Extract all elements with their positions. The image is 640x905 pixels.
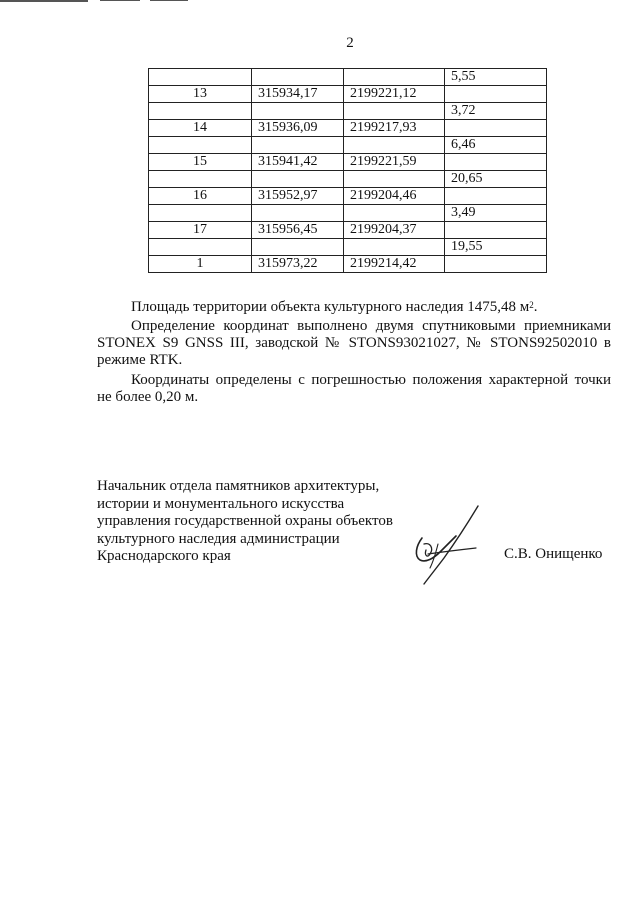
x-coordinate-cell: 315941,42 — [252, 154, 344, 171]
table-row — [149, 154, 547, 171]
segment-length-cell: 19,55 — [445, 239, 547, 256]
point-number-cell — [149, 239, 252, 256]
y-coordinate-cell: 2199221,59 — [344, 154, 445, 171]
segment-length-cell — [445, 120, 547, 137]
x-coordinate-cell — [252, 103, 344, 120]
y-coordinate-cell — [344, 69, 445, 86]
table-row — [149, 120, 547, 137]
x-coordinate-cell — [252, 69, 344, 86]
point-number-cell: 1 — [149, 256, 252, 273]
x-coordinate-cell: 315934,17 — [252, 86, 344, 103]
table-row — [149, 171, 547, 188]
point-number-cell — [149, 69, 252, 86]
area-unit-exponent: 2 — [529, 300, 534, 310]
segment-length-cell — [445, 86, 547, 103]
segment-length-cell — [445, 188, 547, 205]
position-line: Краснодарского края — [97, 548, 231, 564]
y-coordinate-cell: 2199221,12 — [344, 86, 445, 103]
table-row — [149, 256, 547, 273]
segment-length-cell: 3,49 — [445, 205, 547, 222]
x-coordinate-cell: 315936,09 — [252, 120, 344, 137]
point-number-cell: 17 — [149, 222, 252, 239]
y-coordinate-cell — [344, 103, 445, 120]
x-coordinate-cell — [252, 239, 344, 256]
point-number-cell: 14 — [149, 120, 252, 137]
determination-paragraph: Определение координат выполнено двумя спутниковыми приемниками STONEX S9 GNSS III, заводской № STONS93021027, № STONS92502010 в режиме RTK. — [97, 318, 611, 368]
segment-length-cell: 3,72 — [445, 103, 547, 120]
area-text: Площадь территории объекта культурного наследия 1475,48 м — [131, 299, 530, 315]
area-statement — [97, 299, 611, 316]
signer-name: С.В. Онищенко — [504, 546, 603, 562]
x-coordinate-cell: 315952,97 — [252, 188, 344, 205]
x-coordinate-cell — [252, 137, 344, 154]
point-number-cell: 16 — [149, 188, 252, 205]
scan-edge-line — [0, 0, 190, 3]
x-coordinate-cell — [252, 171, 344, 188]
y-coordinate-cell — [344, 239, 445, 256]
accuracy-paragraph: Координаты определены с погрешностью положения характерной точки не более 0,20 м. — [97, 372, 611, 405]
y-coordinate-cell: 2199214,42 — [344, 256, 445, 273]
point-number-cell: 13 — [149, 86, 252, 103]
point-number-cell — [149, 103, 252, 120]
x-coordinate-cell: 315973,22 — [252, 256, 344, 273]
signatory-position — [97, 478, 393, 566]
area-period: . — [533, 299, 538, 315]
x-coordinate-cell: 315956,45 — [252, 222, 344, 239]
segment-length-cell — [445, 154, 547, 171]
table-row — [149, 222, 547, 239]
y-coordinate-cell — [344, 137, 445, 154]
position-line: управления государственной охраны объектов — [97, 513, 393, 529]
y-coordinate-cell: 2199204,46 — [344, 188, 445, 205]
point-number-cell — [149, 205, 252, 222]
table-row — [149, 69, 547, 86]
handwritten-signature — [400, 500, 490, 590]
position-line: истории и монументального искусства — [97, 495, 345, 512]
segment-length-cell: 6,46 — [445, 137, 547, 154]
position-line: культурного наследия администрации — [97, 530, 340, 547]
point-number-cell: 15 — [149, 154, 252, 171]
y-coordinate-cell: 2199204,37 — [344, 222, 445, 239]
table-row — [149, 205, 547, 222]
table-row — [149, 239, 547, 256]
table-row — [149, 137, 547, 154]
point-number-cell — [149, 171, 252, 188]
segment-length-cell: 20,65 — [445, 171, 547, 188]
y-coordinate-cell: 2199217,93 — [344, 120, 445, 137]
point-number-cell — [149, 137, 252, 154]
coordinates-table — [148, 68, 547, 273]
segment-length-cell: 5,55 — [445, 69, 547, 86]
table-row — [149, 188, 547, 205]
y-coordinate-cell — [344, 205, 445, 222]
page-number: 2 — [346, 35, 354, 51]
table-row — [149, 103, 547, 120]
table-row — [149, 86, 547, 103]
position-line: Начальник отдела памятников архитектуры, — [97, 478, 380, 494]
segment-length-cell — [445, 256, 547, 273]
x-coordinate-cell — [252, 205, 344, 222]
segment-length-cell — [445, 222, 547, 239]
y-coordinate-cell — [344, 171, 445, 188]
